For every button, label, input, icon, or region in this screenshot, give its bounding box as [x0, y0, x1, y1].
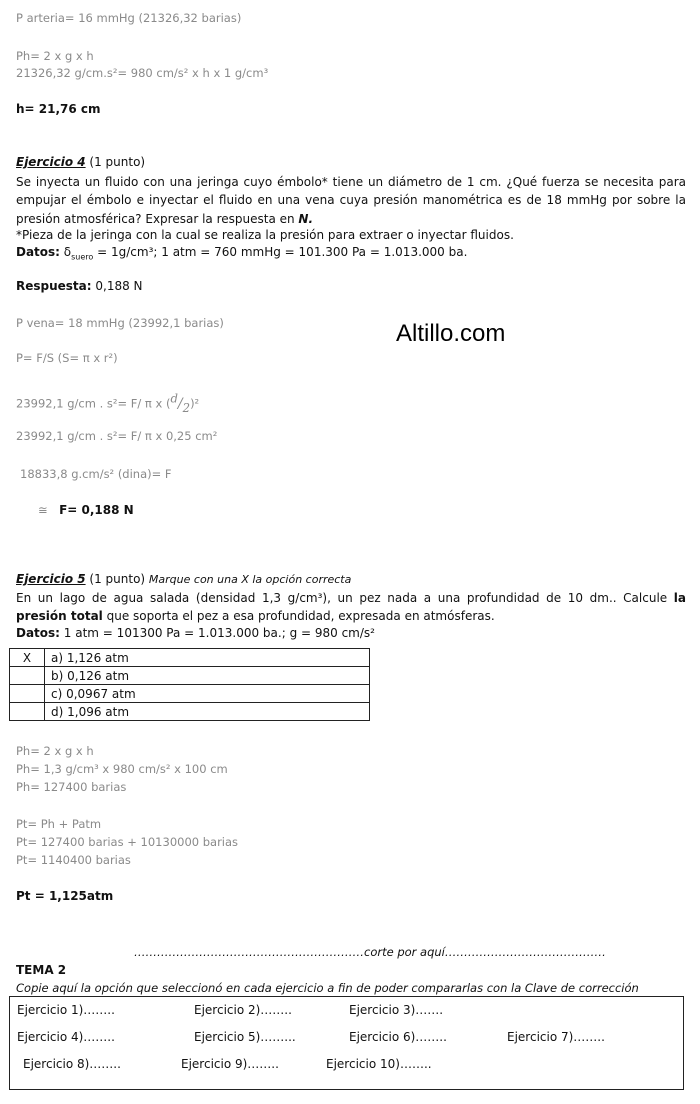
answer-field[interactable]: Ejercicio 8)……..	[23, 1057, 121, 1071]
answer-field[interactable]: Ejercicio 10)……..	[326, 1057, 432, 1071]
approx-icon: ≅	[38, 503, 48, 517]
option-mark[interactable]	[10, 703, 45, 721]
ex4-datos-sub: suero	[71, 252, 94, 262]
ex4-footnote: *Pieza de la jeringa con la cual se realiza la presión para extraer o inyectar fluidos.	[16, 228, 514, 242]
ex3-formula: Ph= 2 x g x h	[16, 49, 94, 63]
ex4-step-3-text: 23992,1 g/cm . s²= F/ π x (	[16, 396, 171, 411]
option-mark[interactable]: X	[10, 649, 45, 667]
ex5-calc-4: Pt= Ph + Patm	[16, 817, 102, 831]
ex4-heading	[16, 155, 145, 169]
ex5-datos	[16, 626, 375, 640]
ex5-title: Ejercicio 5	[16, 572, 86, 586]
ex4-step-5: 18833,8 g.cm/s² (dina)= F	[20, 467, 172, 481]
option-mark[interactable]	[10, 685, 45, 703]
option-text: c) 0,0967 atm	[45, 685, 370, 703]
cut-line: ……………………………………………………corte por aquí……………………………………	[134, 945, 606, 959]
answer-field[interactable]: Ejercicio 9)……..	[181, 1057, 279, 1071]
ex4-datos-text-b: = 1g/cm³; 1 atm = 760 mmHg = 101.300 Pa = 1.013.000 ba.	[93, 245, 468, 259]
answers-box	[9, 996, 684, 1090]
ex4-step-3	[16, 391, 199, 414]
ex4-frac: $^d/_2$	[170, 391, 191, 415]
ex5-option-row	[10, 685, 370, 703]
ex4-frac-den: 2	[182, 400, 191, 415]
ex4-respuesta-value: 0,188 N	[91, 279, 143, 293]
ex5-datos-label: Datos:	[16, 626, 60, 640]
ex4-statement-text: Se inyecta un fluido con una jeringa cuyo émbolo* tiene un diámetro de 1 cm. ¿Qué fuerza se necesita para empujar el émbolo e inyectar el fluido en una vena cuya presión manométrica es de 18 mmHg por sobre la presión atmosférica? Expresar la respuesta en	[16, 175, 686, 226]
ex4-points: (1 punto)	[85, 155, 146, 169]
ex4-datos-label: Datos:	[16, 245, 60, 259]
ex5-option-row	[10, 703, 370, 721]
ex5-calc-2: Ph= 1,3 g/cm³ x 980 cm/s² x 100 cm	[16, 762, 228, 776]
ex5-statement	[16, 589, 686, 626]
watermark: Altillo.com	[396, 320, 506, 347]
ex4-step-1: P vena= 18 mmHg (23992,1 barias)	[16, 316, 224, 330]
ex5-calc-1: Ph= 2 x g x h	[16, 744, 94, 758]
ex5-option-row	[10, 667, 370, 685]
ex4-respuesta-label: Respuesta:	[16, 279, 92, 293]
ex3-calc: 21326,32 g/cm.s²= 980 cm/s² x h x 1 g/cm³	[16, 66, 269, 80]
ex5-statement-bold: la presión total	[16, 591, 686, 624]
answer-field[interactable]: Ejercicio 6)……..	[349, 1030, 447, 1044]
answer-field[interactable]: Ejercicio 1)……..	[17, 1003, 115, 1017]
ex4-statement-unit: N.	[298, 211, 314, 226]
tema-title: TEMA 2	[16, 963, 67, 977]
ex5-options-table	[9, 648, 370, 721]
tema-instruction: Copie aquí la opción que seleccionó en cada ejercicio a fin de poder compararlas con la Clave de corrección	[16, 981, 639, 995]
ex5-statement-a: En un lago de agua salada (densidad 1,3 g/cm³), un pez nada a una profundidad de 10 dm.. Calcule	[16, 591, 674, 605]
ex4-final	[38, 503, 134, 517]
answer-field[interactable]: Ejercicio 5)……...	[194, 1030, 296, 1044]
option-text: d) 1,096 atm	[45, 703, 370, 721]
ex5-result: Pt = 1,125atm	[16, 889, 114, 903]
ex5-heading	[16, 572, 351, 586]
ex4-frac-close: )²	[190, 396, 200, 411]
ex4-final-value: F= 0,188 N	[59, 503, 134, 517]
ex4-statement	[16, 173, 686, 228]
option-mark[interactable]	[10, 667, 45, 685]
ex5-calc-3: Ph= 127400 barias	[16, 780, 127, 794]
ex5-points: (1 punto)	[85, 572, 149, 586]
ex5-statement-b: que soporta el pez a esa profundidad, expresada en atmósferas.	[102, 609, 495, 624]
ex5-datos-text: 1 atm = 101300 Pa = 1.013.000 ba.; g = 980 cm/s²	[59, 626, 375, 640]
ex4-title: Ejercicio 4	[16, 155, 86, 169]
ex4-step-2: P= F/S (S= π x r²)	[16, 351, 118, 365]
answer-field[interactable]: Ejercicio 2)……..	[194, 1003, 292, 1017]
ex5-option-row	[10, 649, 370, 667]
ex4-step-4: 23992,1 g/cm . s²= F/ π x 0,25 cm²	[16, 429, 218, 443]
ex3-p-arteria: P arteria= 16 mmHg (21326,32 barias)	[16, 11, 242, 25]
ex4-datos	[16, 245, 467, 261]
answer-field[interactable]: Ejercicio 4)……..	[17, 1030, 115, 1044]
ex4-datos-text-a: δ	[59, 245, 72, 259]
answer-field[interactable]: Ejercicio 7)……..	[507, 1030, 605, 1044]
option-text: a) 1,126 atm	[45, 649, 370, 667]
ex3-result: h= 21,76 cm	[16, 102, 101, 116]
ex4-respuesta	[16, 279, 143, 293]
ex5-calc-6: Pt= 1140400 barias	[16, 853, 131, 867]
ex4-frac-num: d	[170, 391, 178, 405]
ex5-calc-5: Pt= 127400 barias + 10130000 barias	[16, 835, 239, 849]
answer-field[interactable]: Ejercicio 3)…….	[349, 1003, 444, 1017]
ex5-instruction: Marque con una X la opción correcta	[148, 573, 352, 586]
option-text: b) 0,126 atm	[45, 667, 370, 685]
